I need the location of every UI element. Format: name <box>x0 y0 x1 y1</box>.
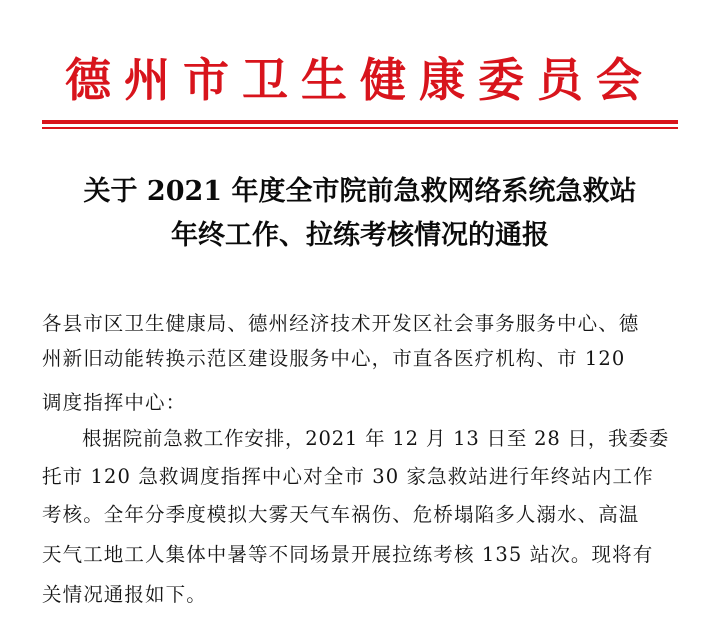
letterhead-organization-name: 德州市卫生健康委员会 <box>65 53 655 107</box>
body-text-line: 各县市区卫生健康局、德州经济技术开发区社会事务服务中心、德 <box>42 312 640 335</box>
document-title-line-2: 年终工作、拉练考核情况的通报 <box>171 220 549 251</box>
body-text-line: 州新旧动能转换示范区建设服务中心，市直各医疗机构、市 120 <box>42 347 626 370</box>
letterhead-red-rule-thin <box>42 127 678 129</box>
body-text-line: 调度指挥中心： <box>42 391 187 414</box>
body-text-line: 关情况通报如下。 <box>42 583 207 606</box>
body-text-line: 考核。全年分季度模拟大雾天气车祸伤、危桥塌陷多人溺水、高温 <box>42 503 640 526</box>
letterhead-red-rule-thick <box>42 120 678 124</box>
body-text-line: 托市 120 急救调度指挥中心对全市 30 家急救站进行年终站内工作 <box>42 465 654 488</box>
body-paragraph-start-line: 根据院前急救工作安排，2021 年 12 月 13 日至 28 日，我委委 <box>82 427 670 450</box>
document-title-line-1: 关于 2021 年度全市院前急救网络系统急救站 <box>83 176 637 207</box>
body-text-line: 天气工地工人集体中暑等不同场景开展拉练考核 135 站次。现将有 <box>42 543 654 566</box>
